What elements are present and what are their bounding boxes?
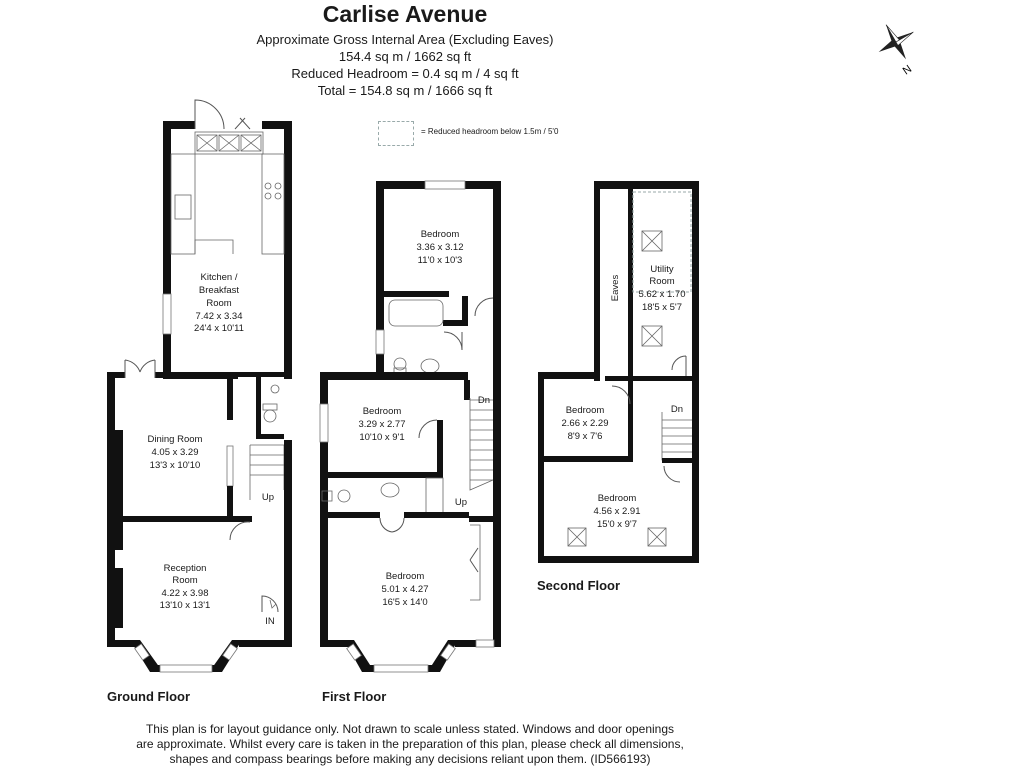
second-dn-marker: Dn <box>670 404 684 415</box>
plan-title: Carlise Avenue <box>322 1 488 27</box>
first-floor-label: First Floor <box>322 689 387 704</box>
bed-large-name: Bedroom <box>597 493 637 504</box>
utility-metric: 5.62 x 1.70 <box>638 289 686 300</box>
first-dn-marker: Dn <box>477 395 491 406</box>
bed-mid-metric: 3.29 x 2.77 <box>358 419 406 430</box>
ground-up-marker: Up <box>261 492 275 503</box>
reception-name-1: Reception <box>163 563 207 574</box>
reception-imperial: 13'10 x 13'1 <box>159 600 211 611</box>
legend-text: = Reduced headroom below 1.5m / 5'0 <box>421 127 559 136</box>
utility-name-2: Room <box>649 276 675 287</box>
first-up-marker: Up <box>454 497 468 508</box>
bed-small-metric: 2.66 x 2.29 <box>561 418 609 429</box>
bed-rear-imperial: 11'0 x 10'3 <box>417 255 463 266</box>
disclaimer <box>0 722 820 767</box>
ground-floor-plan <box>107 100 292 672</box>
reception-metric: 4.22 x 3.98 <box>161 588 209 599</box>
bed-front-imperial: 16'5 x 14'0 <box>382 597 428 608</box>
second-floor-label: Second Floor <box>537 578 621 593</box>
dining-name: Dining Room <box>147 434 203 445</box>
dining-metric: 4.05 x 3.29 <box>151 447 199 458</box>
reception-name-2: Room <box>172 575 198 586</box>
ground-in-marker: IN <box>265 616 275 627</box>
area-line-2: 154.4 sq m / 1662 sq ft <box>338 49 472 64</box>
bed-large-metric: 4.56 x 2.91 <box>593 506 641 517</box>
bed-front-name: Bedroom <box>385 571 425 582</box>
bed-small-imperial: 8'9 x 7'6 <box>567 431 603 442</box>
bed-rear-metric: 3.36 x 3.12 <box>416 242 464 253</box>
bed-large-imperial: 15'0 x 9'7 <box>596 519 638 530</box>
kitchen-imperial: 24'4 x 10'11 <box>194 323 244 334</box>
kitchen-name-2: Breakfast <box>198 285 240 296</box>
area-line-4: Total = 154.8 sq m / 1666 sq ft <box>317 83 493 98</box>
bed-rear-name: Bedroom <box>420 229 460 240</box>
disclaimer-line-1: This plan is for layout guidance only. Not drawn to scale unless stated. Windows and door openings <box>145 722 675 736</box>
area-line-1: Approximate Gross Internal Area (Excluding Eaves) <box>256 32 554 47</box>
bed-mid-imperial: 10'10 x 9'1 <box>359 432 405 443</box>
bed-front-metric: 5.01 x 4.27 <box>381 584 429 595</box>
utility-name-1: Utility <box>650 264 674 275</box>
dining-imperial: 13'3 x 10'10 <box>149 460 201 471</box>
kitchen-metric: 7.42 x 3.34 <box>195 311 243 322</box>
kitchen-name-1: Kitchen / <box>200 272 238 283</box>
utility-imperial: 18'5 x 5'7 <box>641 302 683 313</box>
disclaimer-line-2: are approximate. Whilst every care is taken in the preparation of this plan, please check all dimensions, <box>136 737 684 751</box>
kitchen-name-3: Room <box>206 298 232 309</box>
bed-small-name: Bedroom <box>565 405 605 416</box>
eaves-label: Eaves <box>610 274 621 302</box>
compass-north-label: N <box>900 63 915 78</box>
bed-mid-name: Bedroom <box>362 406 402 417</box>
room-labels <box>148 229 686 627</box>
ground-floor-label: Ground Floor <box>107 689 191 704</box>
disclaimer-line-3: shapes and compass bearings before making any decisions reliant upon them. (ID566193) <box>169 752 651 766</box>
area-line-3: Reduced Headroom = 0.4 sq m / 4 sq ft <box>291 66 519 81</box>
